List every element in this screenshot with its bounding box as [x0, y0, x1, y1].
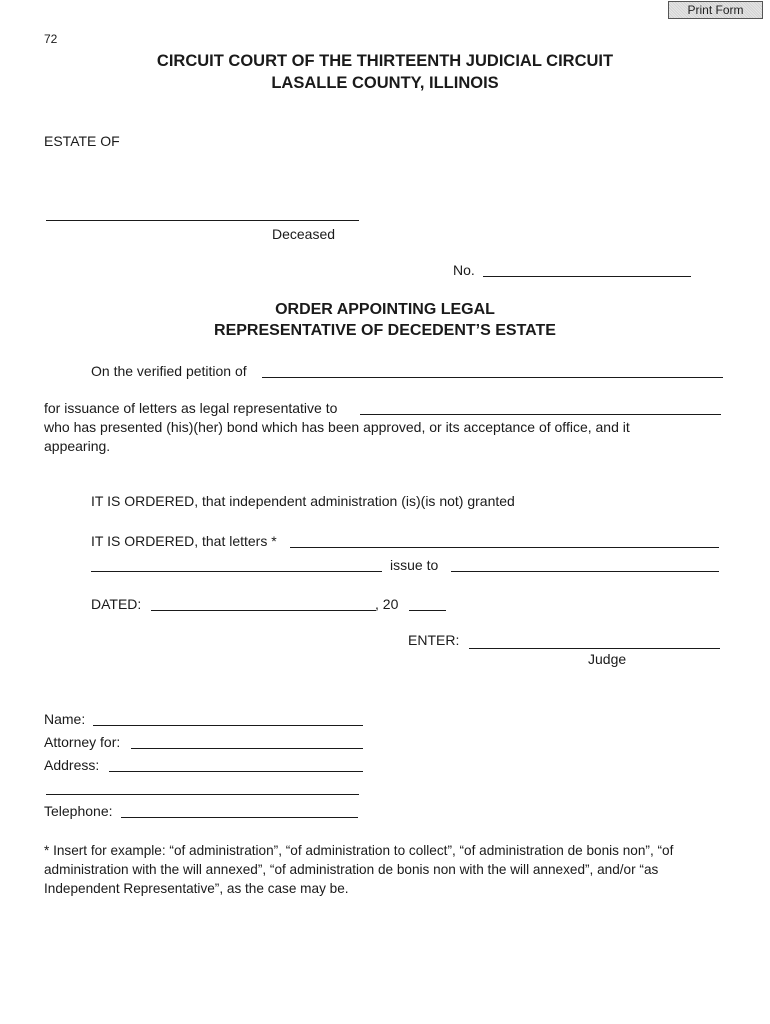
case-number-line	[483, 276, 691, 277]
dated-label: DATED:	[91, 596, 142, 612]
ordered-letters-label: IT IS ORDERED, that letters *	[91, 533, 277, 549]
appearing-text: appearing.	[44, 438, 111, 454]
judge-signature-field[interactable]	[469, 632, 720, 648]
telephone-field[interactable]	[121, 801, 358, 817]
order-title: ORDER APPOINTING LEGAL	[275, 301, 495, 318]
address-field-2[interactable]	[46, 778, 359, 794]
issuance-label: for issuance of letters as legal representative to	[44, 400, 338, 416]
letters-type-field-2[interactable]	[91, 555, 382, 571]
decedent-name-field[interactable]	[46, 204, 359, 220]
bond-text: who has presented (his)(her) bond which has been approved, or its acceptance of office, and it	[44, 419, 630, 435]
attorney-for-field[interactable]	[131, 732, 363, 748]
dated-field[interactable]	[151, 594, 376, 610]
judge-label: Judge	[588, 651, 627, 667]
estate-of-label: ESTATE OF	[44, 133, 120, 149]
representative-line	[360, 414, 721, 415]
form-number: 72	[44, 32, 58, 46]
print-form-button[interactable]: Print Form	[668, 1, 763, 19]
issue-to-line	[451, 571, 719, 572]
name-label: Name:	[44, 711, 86, 727]
court-name: CIRCUIT COURT OF THE THIRTEENTH JUDICIAL CIRCUIT	[156, 52, 614, 70]
ordered-administration-text: IT IS ORDERED, that independent administration (is)(is not) granted	[91, 493, 515, 509]
enter-label: ENTER:	[408, 632, 460, 648]
judge-signature-line	[469, 648, 720, 649]
year-prefix: , 20	[375, 596, 399, 612]
address-field-1[interactable]	[109, 755, 363, 771]
issue-to-label: issue to	[390, 557, 439, 573]
footnote-line-1: * Insert for example: “of administration”, “of administration to collect”, “of administration de bonis non”, “of	[44, 843, 674, 858]
case-no-label: No.	[453, 262, 475, 278]
footnote-line-2: administration with the will annexed”, “of administration de bonis non with the will annexed”, and/or “as	[44, 862, 659, 877]
attorney-name-line	[93, 725, 363, 726]
attorney-for-label: Attorney for:	[44, 734, 121, 750]
decedent-name-line	[46, 220, 359, 221]
letters-type-line-1	[290, 547, 719, 548]
case-number-field[interactable]	[483, 261, 691, 277]
attorney-name-field[interactable]	[93, 709, 363, 725]
petitioner-field[interactable]	[262, 361, 723, 377]
court-county: LASALLE COUNTY, ILLINOIS	[271, 74, 499, 92]
petitioner-line	[262, 377, 723, 378]
address-label: Address:	[44, 757, 100, 773]
telephone-line	[121, 817, 358, 818]
address-line-1	[109, 771, 363, 772]
representative-field[interactable]	[360, 398, 721, 414]
footnote-line-3: Independent Representative”, as the case may be.	[44, 881, 349, 896]
petition-label: On the verified petition of	[91, 363, 247, 379]
attorney-for-line	[131, 748, 363, 749]
issue-to-field[interactable]	[451, 555, 719, 571]
telephone-label: Telephone:	[44, 803, 113, 819]
year-line	[409, 610, 446, 611]
dated-line	[151, 610, 376, 611]
address-line-2	[46, 794, 359, 795]
year-field[interactable]	[409, 594, 446, 610]
letters-type-field-1[interactable]	[290, 531, 719, 547]
letters-type-line-2	[91, 571, 382, 572]
deceased-label: Deceased	[272, 226, 336, 242]
order-subtitle: REPRESENTATIVE OF DECEDENT’S ESTATE	[214, 322, 556, 339]
